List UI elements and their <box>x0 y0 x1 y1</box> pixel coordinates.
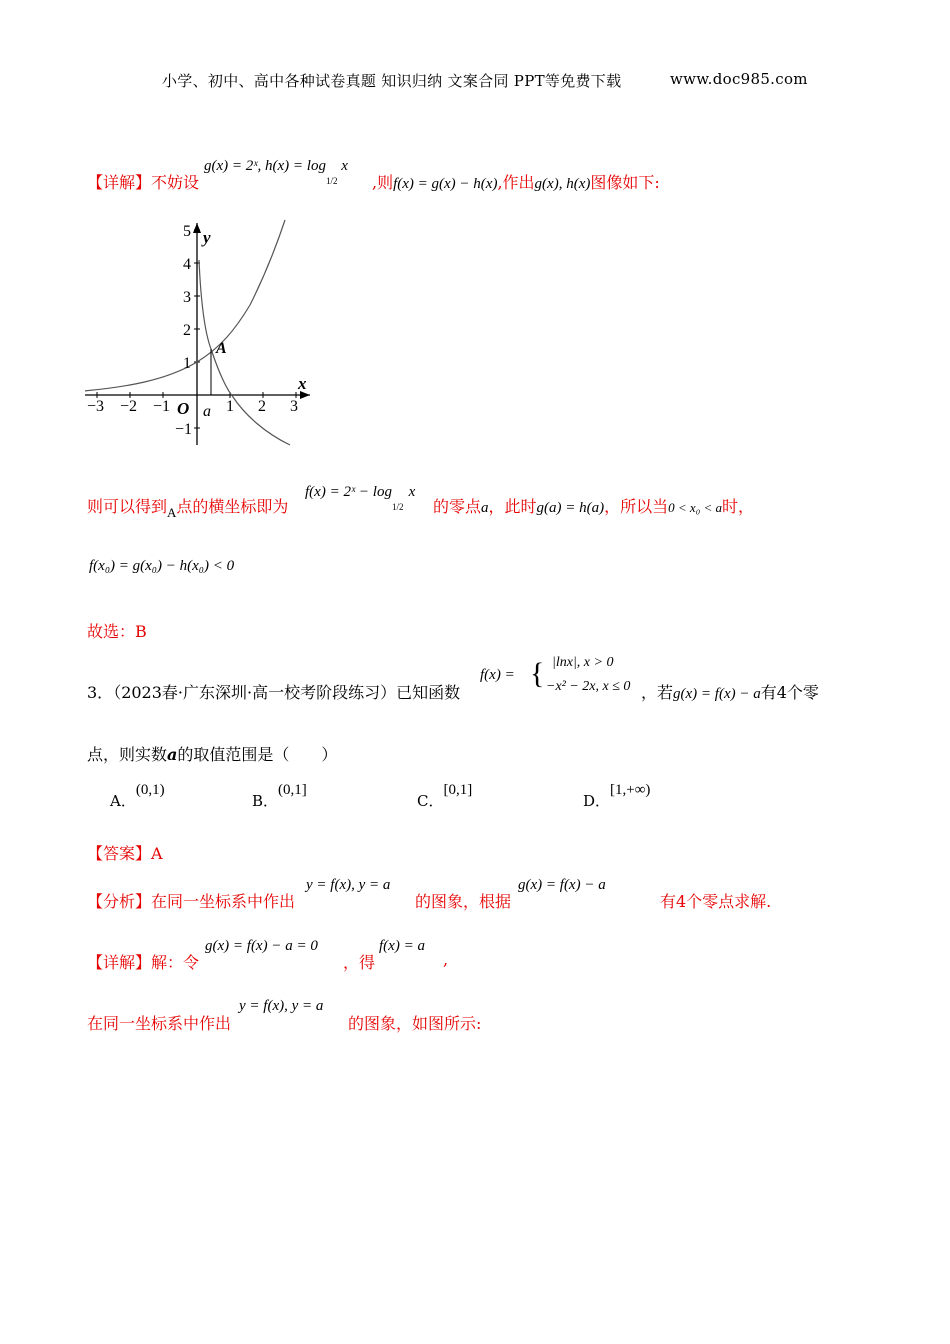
text: ，所以当 <box>604 497 669 516</box>
origin-label: O <box>177 399 190 418</box>
text: 时， <box>722 497 755 516</box>
piecewise-function <box>480 655 640 703</box>
header-url[interactable]: www.doc985.com <box>670 70 808 88</box>
q3-line-1 <box>87 680 460 703</box>
text-draw: ,作出 <box>497 173 535 192</box>
x-tick-label: 2 <box>258 398 266 415</box>
y-label: y <box>203 228 211 247</box>
text: 则可以得到 <box>87 497 168 516</box>
text: 的取值范围是（ ） <box>177 745 338 764</box>
x-tick-label: 3 <box>290 398 298 415</box>
analysis-line <box>87 889 295 912</box>
y-tick-label: 3 <box>183 289 191 306</box>
x-tick-label: −3 <box>87 398 105 415</box>
analysis-formula-1: y = f(x), y = a <box>306 877 391 893</box>
line-2b <box>433 494 754 517</box>
A-label: A <box>216 340 227 357</box>
f-formula: f(x) = 2ˣ − log <box>305 484 392 500</box>
analysis-text-3: 有4个零点求解. <box>660 892 772 911</box>
last-formula: y = f(x), y = a <box>239 998 324 1014</box>
text-then: ,则 <box>372 173 394 192</box>
text: 在同一坐标系中作出 <box>151 892 296 911</box>
zero-formula <box>305 481 416 513</box>
case-1: |lnx|, x > 0 <box>552 655 614 670</box>
option-value: (0,1] <box>278 782 307 798</box>
g-def: g(x) = f(x) − a <box>673 686 761 702</box>
analysis-text-2: 的图象，根据 <box>415 892 512 911</box>
detail-line-1b <box>372 170 660 193</box>
x-tick-label: −1 <box>153 398 171 415</box>
text-graph-below: 图像如下: <box>590 173 660 192</box>
answer-line <box>87 841 163 864</box>
last-line: 在同一坐标系中作出 <box>87 1014 232 1033</box>
option-label: A． <box>110 792 136 810</box>
question-source: （2023春·广东深圳·高一校考阶段练习）已知函数 <box>113 683 461 702</box>
option-value: [1,+∞) <box>610 782 651 798</box>
curve-h <box>199 260 290 445</box>
f-def: f(x) = g(x) − h(x) <box>393 176 498 192</box>
text: 解：令 <box>151 953 200 972</box>
log-base: 1/2 <box>325 176 338 186</box>
answer-value: A <box>151 844 163 863</box>
option-a[interactable] <box>110 782 165 811</box>
text: 有4个零 <box>760 683 819 702</box>
log-arg: x <box>408 484 416 500</box>
option-value: (0,1) <box>135 782 165 798</box>
a-label: a <box>203 403 211 420</box>
option-d[interactable] <box>583 782 651 811</box>
y-tick-label: 4 <box>183 256 191 273</box>
text: ，若 <box>641 683 674 702</box>
q3-line-2 <box>87 742 337 765</box>
g-h-definition <box>204 158 348 186</box>
fx-label: f(x) = <box>480 667 515 683</box>
inequality-line: f(x₀) = g(x₀) − h(x₀) < 0 <box>89 558 235 574</box>
point-A: A <box>167 505 177 520</box>
g-h: g(x), h(x) <box>534 176 591 192</box>
function-graph <box>85 215 325 450</box>
y-tick-label: 5 <box>183 223 191 240</box>
detail-tag: 【详解】 <box>87 953 152 972</box>
answer-tag: 【答案】 <box>87 844 152 863</box>
option-label: D． <box>583 792 611 810</box>
option-c[interactable] <box>417 782 473 811</box>
question-number: 3． <box>87 683 114 702</box>
log-base: 1/2 <box>391 502 404 513</box>
text: 的零点 <box>433 497 482 516</box>
header-left: 小学、初中、高中各种试卷真题 知识归纳 文案合同 PPT等免费下载 <box>162 72 622 90</box>
text: ，此时 <box>488 497 537 516</box>
analysis-formula-2: g(x) = f(x) − a <box>518 877 606 893</box>
option-b[interactable] <box>252 782 307 811</box>
option-label: C． <box>417 792 444 810</box>
var-a: a <box>481 500 489 516</box>
detail-text: 不妨设 <box>151 173 200 192</box>
detail-2-text-2: ，得 <box>343 953 376 972</box>
analysis-tag: 【分析】 <box>87 892 152 911</box>
detail-2-line <box>87 950 199 973</box>
q3-line-1b <box>641 680 819 703</box>
last-text-2: 的图象，如图所示: <box>348 1014 482 1033</box>
y-tick-label: −1 <box>175 421 193 438</box>
y-tick-label: 2 <box>183 322 191 339</box>
y-axis-arrow <box>193 223 201 233</box>
detail-2-text-3: , <box>443 950 449 969</box>
y-tick-label: 1 <box>183 355 191 372</box>
g-def: g(x) = 2ˣ, h(x) = log <box>204 158 326 174</box>
case-2: −x² − 2x, x ≤ 0 <box>546 679 631 694</box>
line-2 <box>87 494 289 520</box>
detail-tag: 【详解】 <box>87 173 152 192</box>
text: 点，则实数 <box>87 745 168 764</box>
option-value: [0,1] <box>443 782 473 798</box>
option-label: B． <box>252 792 279 810</box>
detail-2-formula-2: f(x) = a <box>379 938 425 954</box>
log-arg: x <box>341 158 348 174</box>
x-tick-label: −2 <box>120 398 138 415</box>
inequality: 0 < x₀ < a <box>668 500 722 515</box>
brace: { <box>530 657 545 690</box>
text: 点的横坐标即为 <box>176 497 289 516</box>
g-equals-h: g(a) = h(a) <box>536 500 605 516</box>
prev-answer: 故选：B <box>87 622 147 641</box>
detail-2-formula-1: g(x) = f(x) − a = 0 <box>205 938 318 954</box>
detail-line-1 <box>87 170 199 193</box>
x-tick-label: 1 <box>226 398 234 415</box>
x-label: x <box>298 374 307 393</box>
var-a: a <box>167 745 178 764</box>
